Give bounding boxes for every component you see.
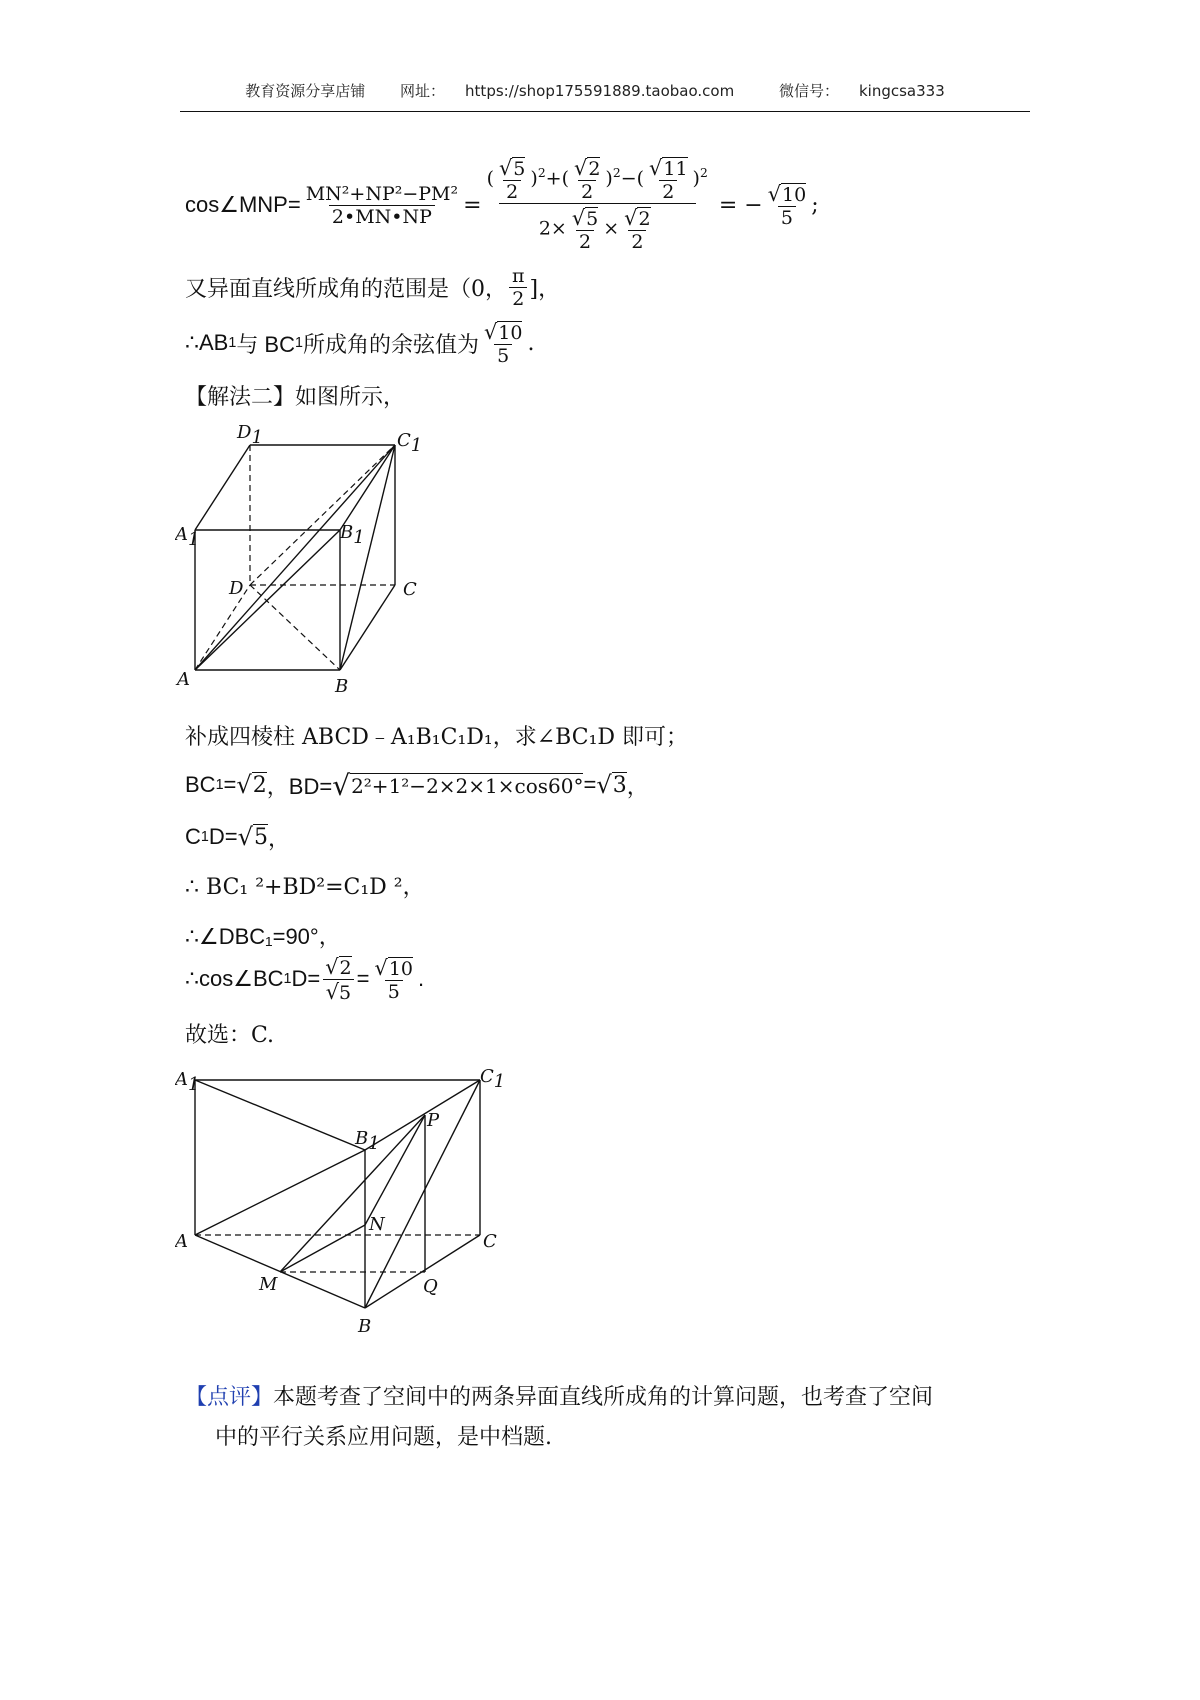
- figure-prism: [175, 1060, 515, 1350]
- cos-den2: 5: [385, 980, 403, 1003]
- label-A1: A1: [175, 524, 200, 550]
- line-sum-squares: ∴ BC₁ ²+BD²=C₁D ²，: [185, 875, 425, 900]
- label-C1: C1: [397, 430, 423, 456]
- c1d-a: C: [185, 824, 201, 849]
- cos-sub: 1: [283, 971, 292, 987]
- bd-val-radical: √: [596, 771, 612, 799]
- line-right-angle: ∴∠DBC₁=90°，: [185, 924, 341, 949]
- eq-sign: =: [463, 192, 482, 218]
- eq-fraction-2-den: 2× $\frac{√5}{2}$ × $\frac{√2}{2}$: [499, 203, 696, 255]
- line-therefore-1: [185, 318, 534, 368]
- t1-sub1: 1: [228, 335, 237, 351]
- t1-num: 10: [498, 321, 523, 344]
- bd-eq: =: [583, 772, 597, 797]
- eq-tail: ;: [811, 192, 819, 218]
- c1d-b: D=: [208, 824, 238, 849]
- label-C1: C1: [480, 1066, 506, 1092]
- cos-pre: ∴cos∠BC: [185, 966, 284, 991]
- eq-fraction-1-den: 2•MN•NP: [329, 205, 435, 228]
- remark-text-2: 中的平行关系应用问题，是中档题.: [215, 1425, 552, 1450]
- label-A1: A1: [175, 1069, 200, 1095]
- shop-name: 教育资源分享店铺: [245, 82, 366, 100]
- bc1-a-sub: 1: [215, 777, 224, 793]
- label-N: N: [369, 1214, 385, 1235]
- cos-num2: 10: [388, 957, 413, 980]
- eq-result-num: 10: [782, 183, 807, 206]
- cos-end: .: [418, 966, 425, 991]
- url-label: 网址：: [400, 82, 446, 100]
- edge-BC: [340, 585, 395, 670]
- t1-prefix: ∴AB: [185, 330, 229, 355]
- segment-BC1: [340, 445, 395, 670]
- cos-num: 2: [339, 956, 352, 979]
- shop-url[interactable]: https://shop175591889.taobao.com: [465, 82, 735, 100]
- edge-A1D1: [195, 445, 250, 530]
- segment-DB-hidden: [250, 585, 340, 670]
- label-C: C: [483, 1231, 497, 1252]
- eq-fraction-1: [303, 183, 461, 228]
- t1-fraction: $\frac{√10}{5}$: [483, 319, 523, 367]
- c1d-radical: √: [237, 823, 254, 851]
- label-D: D: [229, 578, 244, 599]
- t1-sub2: 1: [295, 335, 303, 351]
- cos-fraction-2: $\frac{√10}{5}$: [374, 955, 413, 1003]
- edge-A1B1: [195, 1080, 365, 1150]
- wechat-id: kingcsa333: [858, 82, 945, 100]
- cos-fraction-1: $\frac{√2}{√5}$: [322, 955, 354, 1004]
- bd-end: ，: [626, 773, 649, 799]
- label-A: A: [177, 669, 190, 690]
- c1d-val: 5: [254, 825, 269, 850]
- eq-fraction-1-num: MN²+NP²−PM²: [305, 182, 459, 205]
- range-two: 2: [509, 287, 527, 310]
- t1-end: .: [527, 330, 535, 356]
- label-B1: B1: [340, 522, 365, 548]
- eq-result-den: 5: [778, 206, 796, 229]
- label-C: C: [403, 579, 417, 600]
- header-rule: [180, 111, 1030, 112]
- eq-cos-mnp: [185, 150, 1035, 260]
- line-answer: 故选：C.: [185, 1023, 275, 1048]
- line-c1d: [185, 812, 290, 862]
- bd-val: 3: [612, 773, 627, 798]
- c1d-end: ，: [268, 825, 291, 851]
- t1-text: 所成角的余弦值为: [302, 332, 479, 358]
- label-A: A: [175, 1231, 188, 1252]
- label-B1: B1: [355, 1128, 380, 1154]
- label-B: B: [358, 1316, 372, 1337]
- segment-AB1: [195, 1150, 365, 1235]
- bd-radical: √: [332, 768, 351, 802]
- range-pi: π: [512, 264, 525, 287]
- label-P: P: [427, 1110, 440, 1131]
- label-D1: D1: [237, 422, 263, 448]
- t1-den: 5: [494, 344, 512, 367]
- t1-mid: 与 BC: [236, 331, 295, 357]
- remark-tag: 【点评】: [185, 1385, 274, 1410]
- range-close: ]，: [529, 276, 561, 302]
- bc1-val: 2: [252, 773, 267, 798]
- page-header: [0, 80, 1200, 101]
- cos-eq: =: [356, 966, 370, 991]
- segment-AC1: [195, 445, 395, 670]
- range-text: 又异面直线所成角的范围是（0，: [185, 276, 507, 302]
- label-M: M: [259, 1274, 278, 1295]
- cos-den: 5: [339, 981, 352, 1004]
- eq-result: $\frac{√10}{5}$: [767, 181, 807, 229]
- c1d-sub: 1: [200, 829, 209, 845]
- line-cos-bc1d: [185, 950, 424, 1008]
- segment-DC1-hidden: [250, 445, 395, 585]
- wechat-label: 微信号：: [778, 82, 839, 100]
- bc1-eq: =: [223, 772, 237, 797]
- bd-expr: 2²+1²−2×2×1×cos60°: [351, 773, 584, 798]
- segment-MN: [280, 1225, 365, 1272]
- line-complete-prism: 补成四棱柱 ABCD﹣A₁B₁C₁D₁，求∠BC₁D 即可；: [185, 725, 689, 750]
- line-bc1-bd: [185, 760, 649, 810]
- range-fraction: [509, 265, 528, 310]
- figure-cube: [175, 420, 455, 710]
- edge-B1C1: [340, 445, 395, 530]
- eq-fraction-2-num: ( $\frac{√5}{2}$ )$^2$+( $\frac{√2}{2}$ )$^2$−( $\frac{√11}{2}$ )$^2$: [486, 155, 708, 203]
- eq-result-sign: = −: [718, 192, 763, 218]
- bc1-a: BC: [185, 772, 216, 797]
- bd-label: ，BD=: [266, 773, 333, 799]
- line-range: [185, 262, 560, 312]
- label-Q: Q: [423, 1276, 438, 1297]
- method-two-heading: 【解法二】如图所示，: [185, 385, 406, 410]
- eq-lhs: cos∠MNP=: [185, 192, 301, 217]
- cos-post: D=: [291, 966, 321, 991]
- remark-text-1: 本题考查了空间中的两条异面直线所成角的计算问题，也考查了空间: [273, 1385, 934, 1410]
- remark-block: [185, 1378, 1035, 1458]
- eq-fraction-2: [484, 156, 711, 255]
- bc1-radical: √: [236, 771, 252, 799]
- segment-MP: [280, 1115, 425, 1272]
- label-B: B: [335, 676, 349, 697]
